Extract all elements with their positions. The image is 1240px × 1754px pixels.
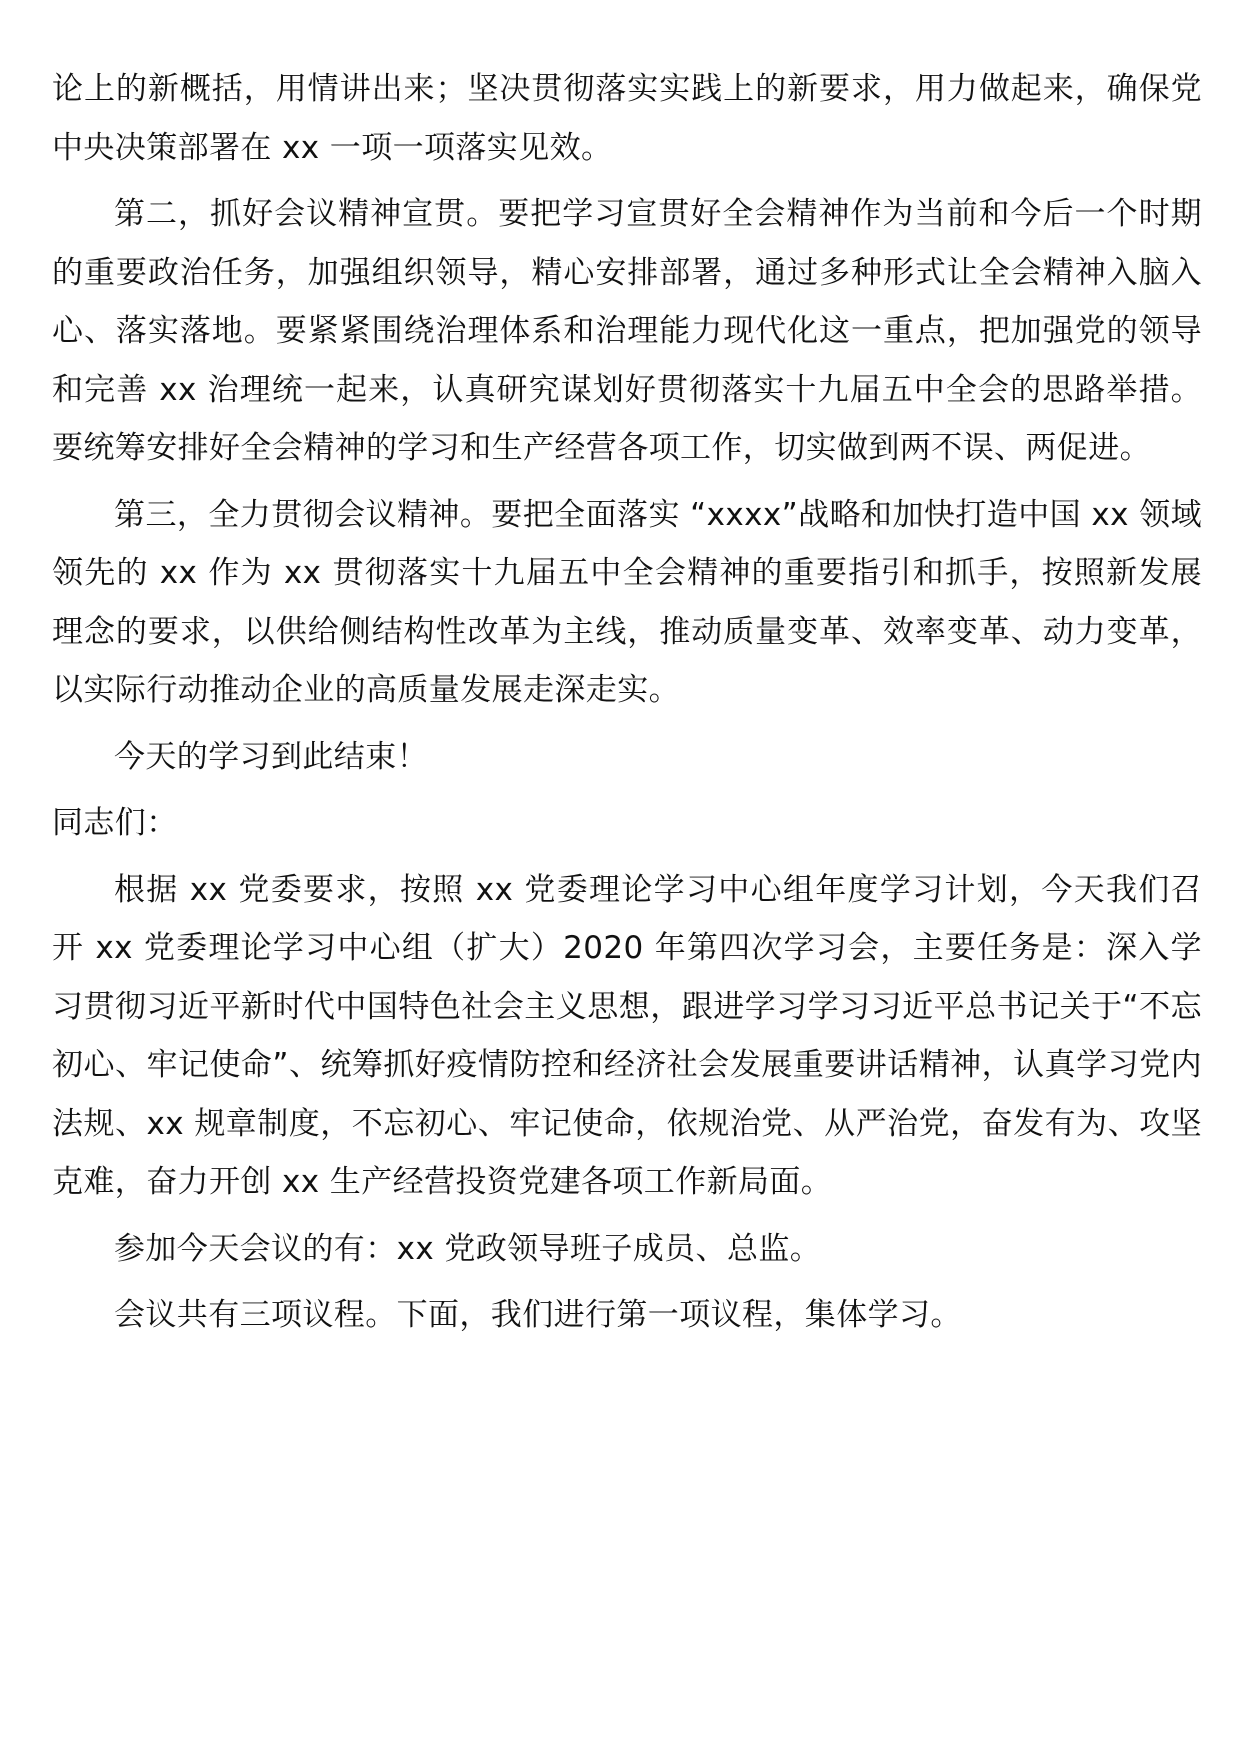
paragraph-meeting-intro: 根据 xx 党委要求，按照 xx 党委理论学习中心组年度学习计划，今天我们召开 xx 党委理论学习中心组（扩大）2020 年第四次学习会，主要任务是：深入学习贯彻习近平新时代中国特色社会主义思想，跟进学习学习习近平总书记关于“不忘初心、牢记使命”、统筹抓好疫情防控和经济社会发展重要讲话精神，认真学习党内法规、xx 规章制度，不忘初心、牢记使命，依规治党、从严治党，奋发有为、攻坚克难，奋力开创 xx 生产经营投资党建各项工作新局面。	[52, 871, 1202, 1200]
document-body	[52, 60, 1202, 1353]
paragraph-second-point: 第二，抓好会议精神宣贯。要把学习宣贯好全会精神作为当前和今后一个时期的重要政治任务，加强组织领导，精心安排部署，通过多种形式让全会精神入脑入心、落实落地。要紧紧围绕治理体系和治理能力现代化这一重点，把加强党的领导和完善 xx 治理统一起来，认真研究谋划好贯彻落实十九届五中全会的思路举措。要统筹安排好全会精神的学习和生产经营各项工作，切实做到两不误、两促进。	[52, 196, 1202, 466]
paragraph-attendees: 参加今天会议的有：xx 党政领导班子成员、总监。	[114, 1230, 822, 1267]
paragraph-third-point: 第三，全力贯彻会议精神。要把全面落实 “xxxx”战略和加快打造中国 xx 领域领先的 xx 作为 xx 贯彻落实十九届五中全会精神的重要指引和抓手，按照新发展理念的要求，以供给侧结构性改革为主线，推动质量变革、效率变革、动力变革，以实际行动推动企业的高质量发展走深走实。	[52, 496, 1202, 708]
paragraph-continuation: 论上的新概括，用情讲出来；坚决贯彻落实实践上的新要求，用力做起来，确保党中央决策部署在 xx 一项一项落实见效。	[52, 71, 1202, 166]
paragraph-closing: 今天的学习到此结束！	[114, 738, 428, 775]
paragraph-agenda: 会议共有三项议程。下面，我们进行第一项议程，集体学习。	[114, 1297, 962, 1333]
paragraph-salutation: 同志们：	[52, 805, 178, 841]
